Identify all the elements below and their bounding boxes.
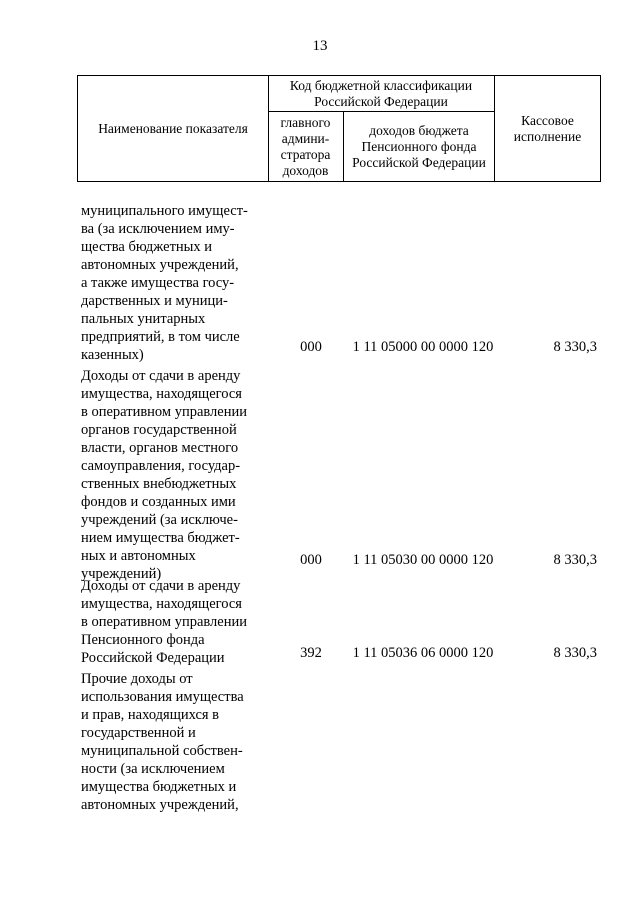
row-amount: 8 330,3 bbox=[553, 339, 597, 355]
row-name: муниципального имущест- ва (за исключением иму- щества бюджетных и автономных учреждений, а также имущества госу- дарственных и муници- пальных унитарных предприятий, в том числе казенных) bbox=[81, 203, 248, 363]
header-admin: главного админи-стратора доходов bbox=[268, 112, 344, 181]
row-classification-code: 1 11 05030 00 0000 120 bbox=[352, 552, 494, 568]
row-admin-code: 000 bbox=[300, 339, 322, 355]
row-name: Доходы от сдачи в аренду имущества, находящегося в оперативном управлении органов государственной власти, органов местного самоуправления, государ- ственных внебюджетных фондов и созданных ими учреждений (за исключе- нием имущества бюджет- ных и автономных учреждений) bbox=[81, 368, 248, 582]
row-amount: 8 330,3 bbox=[553, 552, 597, 568]
table-header bbox=[77, 75, 601, 182]
row-admin-code: 000 bbox=[300, 552, 322, 568]
row-name: Прочие доходы от использования имущества и прав, находящихся в государственной и муниципальной собствен- ности (за исключением имущества бюджетных и автономных учреждений, bbox=[81, 671, 244, 813]
header-execution: Кассовое исполнение bbox=[513, 112, 582, 144]
header-income: доходов бюджета Пенсионного фонда Российской Федерации bbox=[344, 112, 495, 181]
row-classification-code: 1 11 05000 00 0000 120 bbox=[352, 339, 494, 355]
row-name: Доходы от сдачи в аренду имущества, находящегося в оперативном управлении Пенсионного фонда Российской Федерации bbox=[81, 578, 248, 666]
table-row bbox=[81, 367, 601, 583]
page-number: 13 bbox=[312, 38, 328, 54]
row-admin-code: 392 bbox=[300, 645, 322, 661]
table-row bbox=[81, 202, 601, 364]
table-row bbox=[81, 670, 601, 814]
header-name: Наименование показателя bbox=[78, 76, 269, 181]
row-amount: 8 330,3 bbox=[553, 645, 597, 661]
table-row bbox=[81, 577, 601, 667]
header-code-group: Код бюджетной классификации Российской Федерации bbox=[268, 76, 495, 112]
row-classification-code: 1 11 05036 06 0000 120 bbox=[352, 645, 494, 661]
